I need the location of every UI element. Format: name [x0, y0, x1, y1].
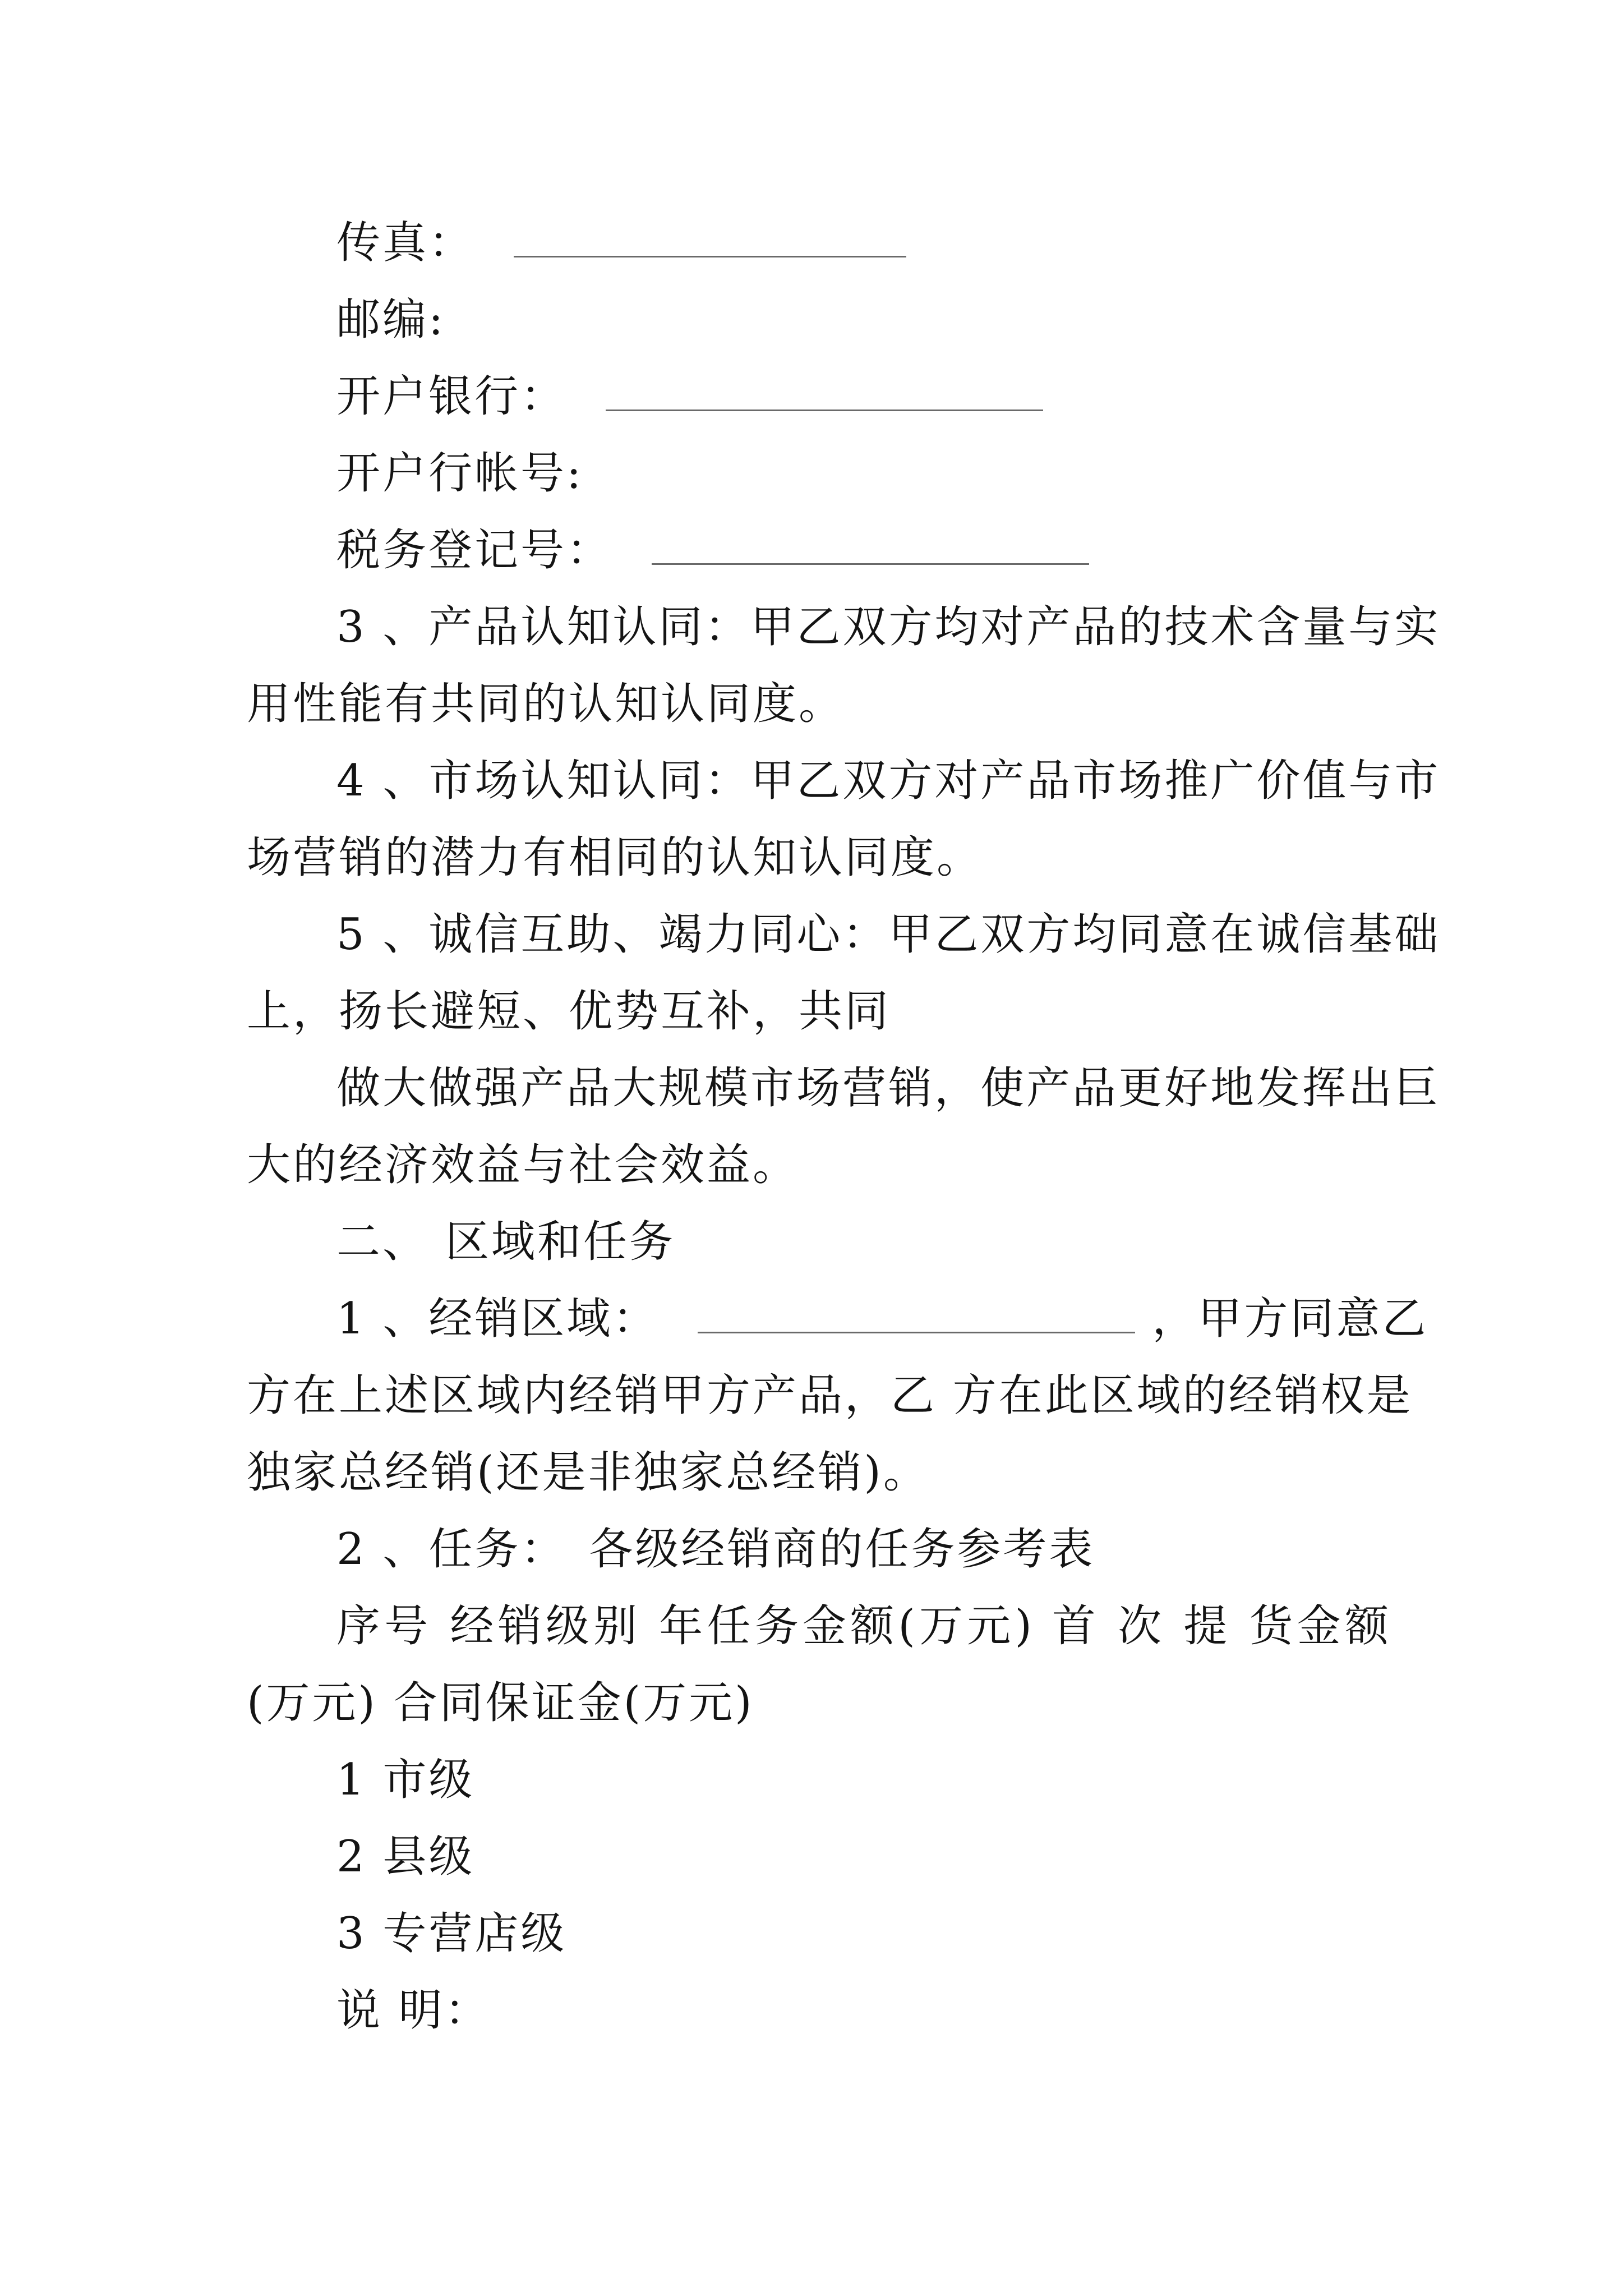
region-line-1 — [336, 1291, 1428, 1347]
paragraph-4-line-1: 4 、市场认知认同：甲乙双方对产品市场推广价值与市 — [336, 756, 1441, 806]
bank-label: 开户银行： — [336, 371, 567, 422]
task-table-header-line-2: (万元) 合同保证金(万元) — [247, 1678, 754, 1728]
tax-field — [336, 522, 1391, 578]
fax-field — [336, 215, 1391, 271]
region-line-3: 独家总经销(还是非独家总经销)。 — [247, 1447, 929, 1498]
paragraph-5-line-1: 5 、诚信互助、竭力同心：甲乙双方均同意在诚信基础 — [336, 909, 1441, 960]
paragraph-3-line-1: 3 、产品认知认同：甲乙双方均对产品的技术含量与实 — [336, 602, 1441, 652]
region-line-2: 方在上述区域内经销甲方产品，乙 方在此区域的经销权是 — [247, 1370, 1413, 1421]
postcode-label: 邮编: — [336, 295, 446, 345]
section-2-number: 二、 — [336, 1217, 429, 1267]
paragraph-4-line-2: 场营销的潜力有相同的认知认同度。 — [247, 832, 983, 883]
section-2-title: 区域和任务 — [445, 1217, 676, 1267]
postcode-field — [336, 292, 1391, 348]
section-2-heading — [336, 1214, 1391, 1270]
note-label: 说 明： — [336, 1985, 491, 2036]
paragraph-5-line-2: 上，扬长避短、优势互补，共同 — [247, 986, 891, 1037]
fax-blank — [514, 223, 906, 257]
bank-field — [336, 369, 1391, 425]
account-field — [336, 445, 1391, 501]
fax-label: 传真： — [336, 218, 475, 268]
bank-blank — [606, 377, 1043, 411]
task-line — [336, 1521, 1391, 1577]
region-after-text: ，甲方同意乙 — [1152, 1294, 1428, 1344]
task-label: 2 、任务： — [336, 1524, 567, 1575]
task-table-row: 1 市级 — [336, 1755, 475, 1805]
paragraph-6-line-1: 做大做强产品大规模市场营销，使产品更好地发挥出巨 — [336, 1063, 1441, 1114]
task-title: 各级经销商的任务参考表 — [589, 1524, 1095, 1575]
paragraph-6-line-2: 大的经济效益与社会效益。 — [247, 1140, 799, 1190]
task-table-header-line-1: 序号 经销级别 年任务金额(万元) 首 次 提 货金额 — [336, 1601, 1391, 1651]
region-label: 1 、经销区域： — [336, 1294, 659, 1344]
region-blank — [698, 1299, 1135, 1333]
task-table-row: 2 县级 — [336, 1832, 475, 1882]
tax-label: 税务登记号： — [336, 525, 613, 576]
paragraph-3-line-2: 用性能有共同的认知认同度。 — [247, 679, 845, 729]
task-table-row: 3 专营店级 — [336, 1908, 567, 1959]
account-label: 开户行帐号: — [336, 448, 584, 499]
tax-blank — [652, 531, 1089, 565]
